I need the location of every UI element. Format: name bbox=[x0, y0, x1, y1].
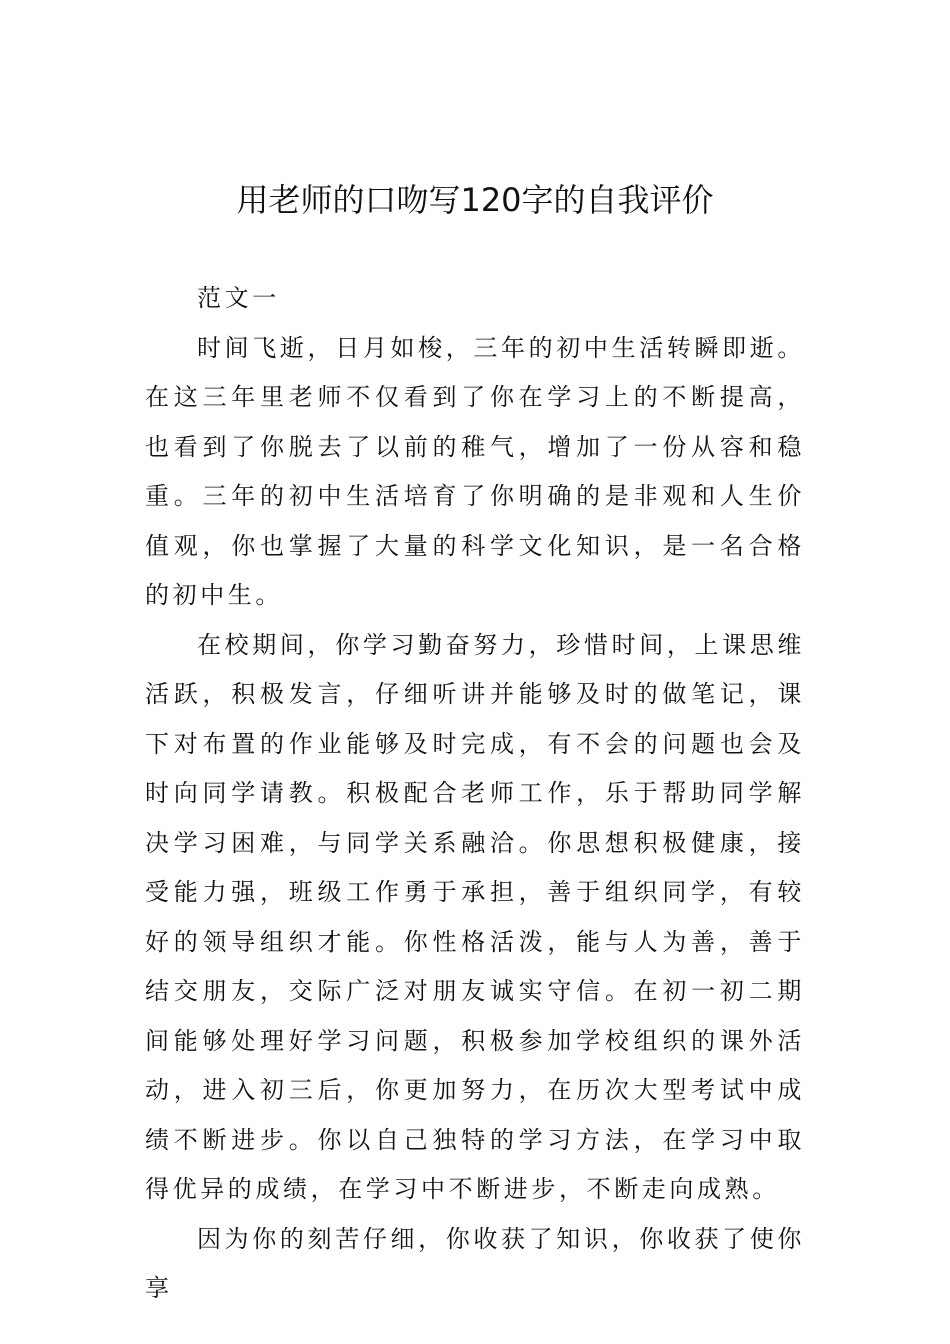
document-title: 用老师的口吻写120字的自我评价 bbox=[236, 181, 714, 219]
paragraph-3: 因为你的刻苦仔细，你收获了知识，你收获了使你享 bbox=[145, 1224, 805, 1302]
section-label: 范文一 bbox=[197, 284, 280, 312]
paragraph-2: 在校期间，你学习勤奋努力，珍惜时间，上课思维活跃，积极发言，仔细听讲并能够及时的做笔记，课下对布置的作业能够及时完成，有不会的问题也会及时向同学请教。积极配合老师工作，乐于帮助同学解决学习困难，与同学关系融洽。你思想积极健康，接受能力强，班级工作勇于承担，善于组织同学，有较好的领导组织才能。你性格活泼，能与人为善，善于结交朋友，交际广泛对朋友诚实守信。在初一初二期间能够处理好学习问题，积极参加学校组织的课外活动，进入初三后，你更加努力，在历次大型考试中成绩不断进步。你以自己独特的学习方法，在学习中取得优异的成绩，在学习中不断进步，不断走向成熟。 bbox=[145, 630, 805, 1203]
paragraph-1: 时间飞逝，日月如梭，三年的初中生活转瞬即逝。在这三年里老师不仅看到了你在学习上的不断提高，也看到了你脱去了以前的稚气，增加了一份从容和稳重。三年的初中生活培育了你明确的是非观和人生价值观，你也掌握了大量的科学文化知识，是一名合格的初中生。 bbox=[145, 333, 805, 609]
document-body bbox=[145, 274, 805, 1314]
